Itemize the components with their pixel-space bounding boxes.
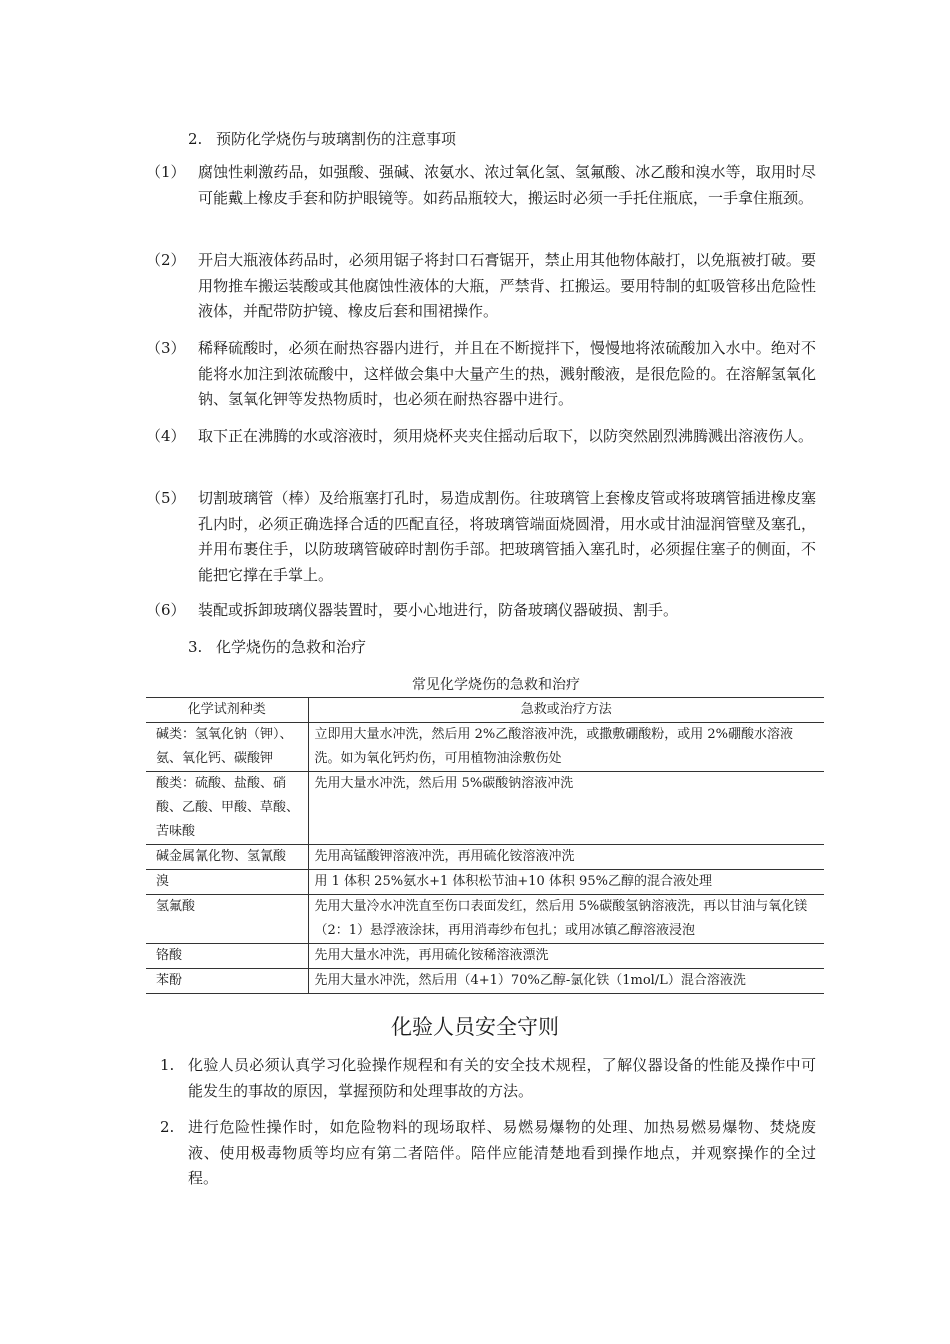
treatment-cell: 用 1 体积 25%氨水+1 体积松节油+10 体积 95%乙醇的混合液处理	[308, 870, 824, 895]
table-row	[146, 845, 824, 870]
table-caption: 常见化学烧伤的急救和治疗	[412, 677, 580, 693]
rule-number: 2.	[160, 1118, 175, 1136]
section-2-title: 预防化学烧伤与玻璃割伤的注意事项	[216, 130, 457, 148]
column-header: 急救或治疗方法	[308, 698, 824, 723]
agent-cell: 碱类：氢氧化钠（钾）、氨、氧化钙、碳酸钾	[146, 723, 308, 772]
column-header: 化学试剂种类	[146, 698, 308, 723]
treatment-cell: 先用大量水冲洗，然后用（4+1）70%乙醇-氯化铁（1mol/L）混合溶液洗	[308, 969, 824, 994]
rule-number: 1.	[160, 1056, 175, 1074]
table-row	[146, 895, 824, 944]
table-row	[146, 969, 824, 994]
list-item-text: 装配或拆卸玻璃仪器装置时，要小心地进行，防备玻璃仪器破损、割手。	[198, 601, 679, 619]
table-row	[146, 944, 824, 969]
list-item-marker: （1）	[146, 163, 186, 181]
section-3-title: 化学烧伤的急救和治疗	[216, 638, 367, 656]
agent-cell: 氢氟酸	[146, 895, 308, 944]
table-row	[146, 870, 824, 895]
list-item	[146, 160, 816, 211]
list-item-marker: （5）	[146, 489, 186, 507]
section-3-number: 3.	[188, 638, 203, 656]
list-item-text: 腐蚀性刺激药品，如强酸、强碱、浓氨水、浓过氧化氢、氢氟酸、冰乙酸和溴水等，取用时尽可能戴上橡皮手套和防护眼镜等。如药品瓶较大，搬运时必须一手托住瓶底，一手拿住瓶颈。	[198, 163, 816, 207]
list-item-text: 切割玻璃管（棒）及给瓶塞打孔时，易造成割伤。往玻璃管上套橡皮管或将玻璃管插进橡皮塞孔内时，必须正确选择合适的匹配直径，将玻璃管端面烧圆滑，用水或甘油湿润管壁及塞孔，并用布裹住手，以防玻璃管破碎时割伤手部。把玻璃管插入塞孔时，必须握住塞子的侧面，不能把它撑在手掌上。	[198, 489, 816, 584]
section-2-number: 2.	[188, 130, 203, 148]
safety-rules-title: 化验人员安全守则	[391, 1015, 559, 1039]
section-3-heading	[188, 636, 366, 658]
treatment-cell: 先用大量水冲洗，再用硫化铵稀溶液漂洗	[308, 944, 824, 969]
rule-item	[160, 1053, 816, 1104]
list-item	[146, 336, 816, 413]
table-header-row	[146, 698, 824, 723]
list-item-text: 稀释硫酸时，必须在耐热容器内进行，并且在不断搅拌下，慢慢地将浓硫酸加入水中。绝对不能将水加注到浓硫酸中，这样做会集中大量产生的热，溅射酸液，是很危险的。在溶解氢氧化钠、氢氧化钾等发热物质时，也必须在耐热容器中进行。	[198, 339, 816, 408]
list-item-marker: （2）	[146, 251, 186, 269]
list-item-text: 开启大瓶液体药品时，必须用锯子将封口石膏锯开，禁止用其他物体敲打，以免瓶被打破。要用物推车搬运装酸或其他腐蚀性液体的大瓶，严禁背、扛搬运。要用特制的虹吸管移出危险性液体，并配带防护镜、橡皮后套和围裙操作。	[198, 251, 816, 320]
list-item	[146, 598, 816, 624]
rule-item	[160, 1115, 816, 1192]
agent-cell: 酸类：硫酸、盐酸、硝酸、乙酸、甲酸、草酸、苦味酸	[146, 772, 308, 845]
agent-cell: 铬酸	[146, 944, 308, 969]
list-item	[146, 424, 816, 450]
list-item	[146, 248, 816, 325]
list-item	[146, 486, 816, 588]
treatment-cell: 立即用大量水冲洗，然后用 2%乙酸溶液冲洗，或撒敷硼酸粉，或用 2%硼酸水溶液洗。如为氧化钙灼伤，可用植物油涂敷伤处	[308, 723, 824, 772]
rule-text: 化验人员必须认真学习化验操作规程和有关的安全技术规程，了解仪器设备的性能及操作中可能发生的事故的原因，掌握预防和处理事故的方法。	[188, 1056, 816, 1100]
list-item-marker: （4）	[146, 427, 186, 445]
list-item-text: 取下正在沸腾的水或溶液时，须用烧杯夹夹住摇动后取下，以防突然剧烈沸腾溅出溶液伤人。	[198, 427, 814, 445]
table-row	[146, 772, 824, 845]
treatment-cell: 先用高锰酸钾溶液冲洗，再用硫化铵溶液冲洗	[308, 845, 824, 870]
list-item-marker: （3）	[146, 339, 186, 357]
section-2-heading	[188, 128, 456, 150]
burn-treatment-table	[146, 697, 824, 994]
agent-cell: 碱金属氰化物、氢氰酸	[146, 845, 308, 870]
treatment-cell: 先用大量水冲洗，然后用 5%碳酸钠溶液冲洗	[308, 772, 824, 845]
agent-cell: 苯酚	[146, 969, 308, 994]
treatment-cell: 先用大量冷水冲洗直至伤口表面发红，然后用 5%碳酸氢钠溶液洗，再以甘油与氧化镁（2：1）悬浮液涂抹，再用消毒纱布包扎；或用冰镇乙醇溶液浸泡	[308, 895, 824, 944]
agent-cell: 溴	[146, 870, 308, 895]
table-row	[146, 723, 824, 772]
list-item-marker: （6）	[146, 601, 186, 619]
rule-text: 进行危险性操作时，如危险物料的现场取样、易燃易爆物的处理、加热易燃易爆物、焚烧废液、使用极毒物质等均应有第二者陪伴。陪伴应能清楚地看到操作地点，并观察操作的全过程。	[188, 1118, 816, 1187]
